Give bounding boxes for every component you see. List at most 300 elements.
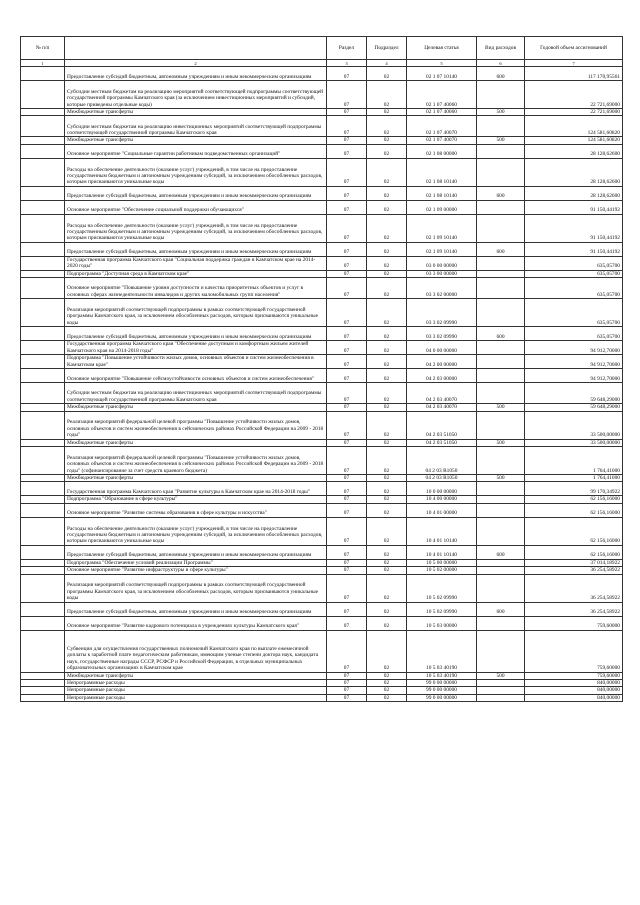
header-name bbox=[65, 37, 327, 60]
row-sum-cell: 124 581,60820 bbox=[525, 137, 623, 144]
row-csr-cell: 10 0 00 00000 bbox=[407, 482, 477, 496]
row-vr-cell bbox=[477, 694, 525, 701]
row-num-cell bbox=[21, 694, 65, 701]
row-sum-cell: 94 912,70000 bbox=[525, 341, 623, 355]
row-sum-cell: 91 150,44192 bbox=[525, 200, 623, 214]
row-razdel-cell: 07 bbox=[327, 404, 367, 411]
row-podrazdel-cell: 02 bbox=[367, 567, 407, 574]
row-podrazdel-cell: 02 bbox=[367, 355, 407, 369]
row-name-cell: Непрограммные расходы bbox=[65, 687, 327, 694]
row-sum-cell: 91 150,44192 bbox=[525, 214, 623, 242]
row-podrazdel-cell: 02 bbox=[367, 327, 407, 341]
row-vr-cell: 600 bbox=[477, 67, 525, 81]
table-row bbox=[21, 574, 623, 602]
row-vr-cell bbox=[477, 158, 525, 186]
row-razdel-cell: 07 bbox=[327, 630, 367, 672]
row-vr-cell bbox=[477, 81, 525, 109]
row-razdel-cell: 07 bbox=[327, 475, 367, 482]
row-sum-cell: 635,05700 bbox=[525, 256, 623, 270]
table-row bbox=[21, 567, 623, 574]
row-num-cell bbox=[21, 383, 65, 404]
row-name-cell: Межбюджетные трансферты bbox=[65, 109, 327, 116]
row-podrazdel-cell: 02 bbox=[367, 299, 407, 327]
row-vr-cell bbox=[477, 278, 525, 299]
row-name-cell: Основное мероприятие "Повышение уровня доступности и качества приоритетных объектов и услуг в основных сферах жизнедеятельности инвалидов и других маломобильных групп населения" bbox=[65, 278, 327, 299]
row-csr-cell: 10 4 00 00000 bbox=[407, 496, 477, 503]
row-vr-cell bbox=[477, 447, 525, 475]
row-csr-cell: 04 2 03 40070 bbox=[407, 383, 477, 404]
table-row bbox=[21, 214, 623, 242]
row-name-cell: Непрограммные расходы bbox=[65, 694, 327, 701]
row-razdel-cell: 07 bbox=[327, 137, 367, 144]
row-csr-cell: 03 3 00 00000 bbox=[407, 270, 477, 277]
row-razdel-cell: 07 bbox=[327, 214, 367, 242]
table-row bbox=[21, 144, 623, 158]
row-csr-cell: 02 1 07 40070 bbox=[407, 116, 477, 137]
row-csr-cell: 03 3 02 09990 bbox=[407, 327, 477, 341]
row-name-cell: Расходы на обеспечение деятельности (оказание услуг) учреждений, в том числе на предоставление государственным бюджетным и автономным учреждениям субсидий, за исключением обособленных расходов, которым присваиваются уникальные коды bbox=[65, 517, 327, 545]
row-num-cell bbox=[21, 672, 65, 679]
table-row bbox=[21, 186, 623, 200]
row-csr-cell: 10 5 03 40190 bbox=[407, 630, 477, 672]
row-podrazdel-cell: 02 bbox=[367, 602, 407, 616]
index-cell: 6 bbox=[477, 60, 525, 67]
row-vr-cell: 600 bbox=[477, 242, 525, 256]
row-sum-cell: 22 721,69000 bbox=[525, 81, 623, 109]
row-razdel-cell: 07 bbox=[327, 567, 367, 574]
row-num-cell bbox=[21, 447, 65, 475]
row-razdel-cell: 07 bbox=[327, 559, 367, 566]
row-vr-cell: 500 bbox=[477, 109, 525, 116]
table-row bbox=[21, 242, 623, 256]
row-name-cell: Основное мероприятие "Развитие системы образования в сфере культуры и искусства" bbox=[65, 503, 327, 517]
row-podrazdel-cell: 02 bbox=[367, 67, 407, 81]
row-podrazdel-cell: 02 bbox=[367, 694, 407, 701]
row-sum-cell: 840,00000 bbox=[525, 680, 623, 687]
row-vr-cell bbox=[477, 144, 525, 158]
row-sum-cell: 635,05700 bbox=[525, 299, 623, 327]
table-row bbox=[21, 680, 623, 687]
row-vr-cell bbox=[477, 687, 525, 694]
row-csr-cell: 04 2 00 00000 bbox=[407, 355, 477, 369]
row-podrazdel-cell: 02 bbox=[367, 278, 407, 299]
row-sum-cell: 28 128,62600 bbox=[525, 144, 623, 158]
row-num-cell bbox=[21, 355, 65, 369]
row-podrazdel-cell: 02 bbox=[367, 214, 407, 242]
row-vr-cell bbox=[477, 355, 525, 369]
row-razdel-cell: 07 bbox=[327, 439, 367, 446]
row-sum-cell: 28 128,62600 bbox=[525, 158, 623, 186]
row-num-cell bbox=[21, 439, 65, 446]
row-sum-cell: 62 156,16000 bbox=[525, 517, 623, 545]
index-cell: 4 bbox=[367, 60, 407, 67]
row-vr-cell bbox=[477, 299, 525, 327]
row-num-cell bbox=[21, 369, 65, 383]
row-vr-cell bbox=[477, 630, 525, 672]
table-row bbox=[21, 137, 623, 144]
row-sum-cell: 91 150,44192 bbox=[525, 242, 623, 256]
row-name-cell: Подпрограмма "Доступная среда в Камчатском крае" bbox=[65, 270, 327, 277]
row-num-cell bbox=[21, 186, 65, 200]
row-podrazdel-cell: 02 bbox=[367, 574, 407, 602]
row-vr-cell bbox=[477, 369, 525, 383]
row-sum-cell: 36 254,58922 bbox=[525, 567, 623, 574]
row-num-cell bbox=[21, 503, 65, 517]
row-csr-cell: 02 1 08 10140 bbox=[407, 186, 477, 200]
row-podrazdel-cell: 02 bbox=[367, 116, 407, 137]
header-num: № п/п bbox=[21, 37, 65, 60]
row-csr-cell: 10 5 03 00000 bbox=[407, 616, 477, 630]
row-name-cell: Межбюджетные трансферты bbox=[65, 475, 327, 482]
table-row bbox=[21, 630, 623, 672]
row-csr-cell: 02 1 07 10140 bbox=[407, 67, 477, 81]
row-podrazdel-cell: 02 bbox=[367, 672, 407, 679]
row-razdel-cell: 07 bbox=[327, 327, 367, 341]
row-podrazdel-cell: 02 bbox=[367, 447, 407, 475]
row-podrazdel-cell: 02 bbox=[367, 559, 407, 566]
table-row bbox=[21, 616, 623, 630]
row-vr-cell: 500 bbox=[477, 475, 525, 482]
row-vr-cell bbox=[477, 411, 525, 439]
row-sum-cell: 62 156,16000 bbox=[525, 496, 623, 503]
table-row bbox=[21, 278, 623, 299]
row-csr-cell: 02 1 08 10140 bbox=[407, 158, 477, 186]
row-vr-cell bbox=[477, 383, 525, 404]
row-podrazdel-cell: 02 bbox=[367, 482, 407, 496]
row-name-cell: Предоставление субсидий бюджетным, автономным учреждениям и иным некоммерческим организациям bbox=[65, 242, 327, 256]
table-row bbox=[21, 694, 623, 701]
row-sum-cell: 840,00000 bbox=[525, 687, 623, 694]
row-num-cell bbox=[21, 602, 65, 616]
row-vr-cell bbox=[477, 256, 525, 270]
row-num-cell bbox=[21, 67, 65, 81]
row-csr-cell: 99 0 00 00000 bbox=[407, 680, 477, 687]
row-podrazdel-cell: 02 bbox=[367, 270, 407, 277]
row-name-cell: Государственная программа Камчатского края "Социальная поддержка граждан в Камчатском крае на 2014-2020 годы" bbox=[65, 256, 327, 270]
index-cell: 2 bbox=[65, 60, 327, 67]
row-sum-cell: 59 648,29000 bbox=[525, 383, 623, 404]
index-cell: 1 bbox=[21, 60, 65, 67]
row-podrazdel-cell: 02 bbox=[367, 144, 407, 158]
row-csr-cell: 02 1 07 40060 bbox=[407, 109, 477, 116]
row-num-cell bbox=[21, 616, 65, 630]
row-podrazdel-cell: 02 bbox=[367, 200, 407, 214]
row-sum-cell: 759,60000 bbox=[525, 616, 623, 630]
row-vr-cell bbox=[477, 341, 525, 355]
row-name-cell: Субсидии местным бюджетам на реализацию инвестиционных мероприятий соответствующей подпрограммы соответствующей государственной программы Камчатского края bbox=[65, 383, 327, 404]
row-razdel-cell: 07 bbox=[327, 109, 367, 116]
row-csr-cell: 04 2 03 51050 bbox=[407, 439, 477, 446]
row-sum-cell: 1 764,41000 bbox=[525, 447, 623, 475]
row-vr-cell: 600 bbox=[477, 602, 525, 616]
row-razdel-cell: 07 bbox=[327, 369, 367, 383]
row-razdel-cell: 07 bbox=[327, 680, 367, 687]
row-name-cell: Предоставление субсидий бюджетным, автономным учреждениям и иным некоммерческим организациям bbox=[65, 602, 327, 616]
row-podrazdel-cell: 02 bbox=[367, 475, 407, 482]
row-razdel-cell: 07 bbox=[327, 574, 367, 602]
table-row bbox=[21, 355, 623, 369]
row-num-cell bbox=[21, 496, 65, 503]
table-row bbox=[21, 439, 623, 446]
row-vr-cell bbox=[477, 482, 525, 496]
row-razdel-cell: 07 bbox=[327, 200, 367, 214]
row-vr-cell bbox=[477, 496, 525, 503]
table-row bbox=[21, 341, 623, 355]
row-vr-cell bbox=[477, 270, 525, 277]
row-razdel-cell: 07 bbox=[327, 186, 367, 200]
row-podrazdel-cell: 02 bbox=[367, 109, 407, 116]
row-num-cell bbox=[21, 214, 65, 242]
row-razdel-cell: 07 bbox=[327, 158, 367, 186]
row-name-cell: Государственная программа Камчатского края "Обеспечение доступным и комфортным жильем жителей Камчатского края на 2014-2018 годы" bbox=[65, 341, 327, 355]
row-podrazdel-cell: 02 bbox=[367, 242, 407, 256]
row-sum-cell: 62 156,16000 bbox=[525, 545, 623, 559]
row-sum-cell: 94 912,70000 bbox=[525, 369, 623, 383]
row-vr-cell: 600 bbox=[477, 545, 525, 559]
row-csr-cell: 02 1 07 40060 bbox=[407, 81, 477, 109]
table-row bbox=[21, 411, 623, 439]
row-razdel-cell: 07 bbox=[327, 687, 367, 694]
row-num-cell bbox=[21, 242, 65, 256]
index-cell: 7 bbox=[525, 60, 623, 67]
row-num-cell bbox=[21, 270, 65, 277]
row-podrazdel-cell: 02 bbox=[367, 404, 407, 411]
row-num-cell bbox=[21, 630, 65, 672]
row-name-cell: Основное мероприятие "Социальные гарантии работникам подведомственных организаций" bbox=[65, 144, 327, 158]
header-sum: Годовой объем ассигнований bbox=[525, 37, 623, 60]
table-row bbox=[21, 447, 623, 475]
table-row bbox=[21, 256, 623, 270]
table-row bbox=[21, 369, 623, 383]
row-csr-cell: 02 1 08 00000 bbox=[407, 144, 477, 158]
row-sum-cell: 36 254,58922 bbox=[525, 602, 623, 616]
table-row bbox=[21, 158, 623, 186]
index-cell: 3 bbox=[327, 60, 367, 67]
row-sum-cell: 22 721,69000 bbox=[525, 109, 623, 116]
row-csr-cell: 10 4 01 10140 bbox=[407, 545, 477, 559]
row-sum-cell: 635,05700 bbox=[525, 327, 623, 341]
table-row bbox=[21, 270, 623, 277]
index-cell: 5 bbox=[407, 60, 477, 67]
row-csr-cell: 02 1 09 00000 bbox=[407, 200, 477, 214]
row-csr-cell: 04 2 03 R1050 bbox=[407, 447, 477, 475]
table-row bbox=[21, 687, 623, 694]
header-csr: Целевая статья bbox=[407, 37, 477, 60]
row-csr-cell: 03 3 02 09990 bbox=[407, 299, 477, 327]
row-podrazdel-cell: 02 bbox=[367, 81, 407, 109]
row-sum-cell: 117 170,95561 bbox=[525, 67, 623, 81]
row-razdel-cell: 07 bbox=[327, 67, 367, 81]
row-podrazdel-cell: 02 bbox=[367, 503, 407, 517]
row-vr-cell bbox=[477, 116, 525, 137]
row-razdel-cell: 07 bbox=[327, 496, 367, 503]
row-csr-cell: 99 0 00 00000 bbox=[407, 694, 477, 701]
row-name-cell: Предоставление субсидий бюджетным, автономным учреждениям и иным некоммерческим организациям bbox=[65, 186, 327, 200]
row-sum-cell: 1 764,41000 bbox=[525, 475, 623, 482]
row-csr-cell: 02 1 07 40070 bbox=[407, 137, 477, 144]
table-row bbox=[21, 496, 623, 503]
row-num-cell bbox=[21, 517, 65, 545]
row-csr-cell: 03 3 02 00000 bbox=[407, 278, 477, 299]
row-vr-cell bbox=[477, 574, 525, 602]
row-sum-cell: 33 500,00000 bbox=[525, 439, 623, 446]
row-sum-cell: 759,60000 bbox=[525, 672, 623, 679]
row-podrazdel-cell: 02 bbox=[367, 186, 407, 200]
row-name-cell: Реализация мероприятий федеральной целевой программы "Повышение устойчивости жилых домов, основных объектов и систем жизнеобеспечения в сейсмических районах Российской Федерации на 2009 - 2018 годы" (софинансирование за счет средств краевого бюджета) bbox=[65, 447, 327, 475]
row-podrazdel-cell: 02 bbox=[367, 411, 407, 439]
row-podrazdel-cell: 02 bbox=[367, 517, 407, 545]
row-vr-cell: 600 bbox=[477, 327, 525, 341]
row-num-cell bbox=[21, 680, 65, 687]
row-num-cell bbox=[21, 327, 65, 341]
row-csr-cell: 10 5 02 00000 bbox=[407, 567, 477, 574]
row-num-cell bbox=[21, 475, 65, 482]
row-razdel-cell: 07 bbox=[327, 256, 367, 270]
row-razdel-cell: 07 bbox=[327, 545, 367, 559]
table-row bbox=[21, 200, 623, 214]
row-csr-cell: 10 4 01 00000 bbox=[407, 503, 477, 517]
row-name-cell: Подпрограмма "Образование в сфере культуры" bbox=[65, 496, 327, 503]
row-podrazdel-cell: 02 bbox=[367, 687, 407, 694]
row-razdel-cell: 07 bbox=[327, 355, 367, 369]
row-num-cell bbox=[21, 687, 65, 694]
row-sum-cell: 28 128,62600 bbox=[525, 186, 623, 200]
table-row bbox=[21, 475, 623, 482]
row-podrazdel-cell: 02 bbox=[367, 256, 407, 270]
row-sum-cell: 840,00000 bbox=[525, 694, 623, 701]
row-podrazdel-cell: 02 bbox=[367, 137, 407, 144]
row-csr-cell: 04 0 00 00000 bbox=[407, 341, 477, 355]
row-name-cell: Основное мероприятие "Развитие кадрового потенциала в учреждениях культуры Камчатского края" bbox=[65, 616, 327, 630]
table-row bbox=[21, 116, 623, 137]
row-vr-cell: 500 bbox=[477, 439, 525, 446]
table-row bbox=[21, 109, 623, 116]
row-name-cell: Основное мероприятие "Повышение сейсмоустойчивости основных объектов и систем жизнеобеспечения" bbox=[65, 369, 327, 383]
row-csr-cell: 04 2 03 51050 bbox=[407, 411, 477, 439]
table-row bbox=[21, 559, 623, 566]
row-podrazdel-cell: 02 bbox=[367, 680, 407, 687]
row-num-cell bbox=[21, 137, 65, 144]
row-name-cell: Предоставление субсидий бюджетным, автономным учреждениям и иным некоммерческим организациям bbox=[65, 545, 327, 559]
row-podrazdel-cell: 02 bbox=[367, 439, 407, 446]
column-index-row bbox=[21, 60, 623, 67]
row-podrazdel-cell: 02 bbox=[367, 630, 407, 672]
table-row bbox=[21, 545, 623, 559]
row-csr-cell: 03 0 00 00000 bbox=[407, 256, 477, 270]
row-csr-cell: 04 2 03 40070 bbox=[407, 404, 477, 411]
row-razdel-cell: 07 bbox=[327, 81, 367, 109]
row-razdel-cell: 07 bbox=[327, 411, 367, 439]
row-vr-cell: 500 bbox=[477, 672, 525, 679]
row-name-cell: Расходы на обеспечение деятельности (оказание услуг) учреждений, в том числе на предоставление государственным бюджетным и автономным учреждениям субсидий, за исключением обособленных расходов, которым присваиваются уникальные коды bbox=[65, 214, 327, 242]
row-sum-cell: 124 581,60820 bbox=[525, 116, 623, 137]
row-vr-cell bbox=[477, 567, 525, 574]
row-name-cell: Межбюджетные трансферты bbox=[65, 439, 327, 446]
row-razdel-cell: 07 bbox=[327, 503, 367, 517]
row-num-cell bbox=[21, 545, 65, 559]
row-name-cell: Межбюджетные трансферты bbox=[65, 137, 327, 144]
table-row bbox=[21, 67, 623, 81]
row-csr-cell: 10 5 02 09990 bbox=[407, 574, 477, 602]
table-row bbox=[21, 404, 623, 411]
row-num-cell bbox=[21, 81, 65, 109]
row-name-cell: Межбюджетные трансферты bbox=[65, 672, 327, 679]
row-sum-cell: 99 170,34922 bbox=[525, 482, 623, 496]
row-sum-cell: 37 014,18922 bbox=[525, 559, 623, 566]
row-vr-cell bbox=[477, 680, 525, 687]
row-podrazdel-cell: 02 bbox=[367, 383, 407, 404]
budget-table bbox=[20, 36, 623, 702]
row-vr-cell: 500 bbox=[477, 137, 525, 144]
table-body bbox=[21, 67, 623, 702]
table-row bbox=[21, 383, 623, 404]
row-vr-cell bbox=[477, 503, 525, 517]
row-razdel-cell: 07 bbox=[327, 242, 367, 256]
row-num-cell bbox=[21, 158, 65, 186]
row-name-cell: Государственная программа Камчатского края "Развитие культуры в Камчатском крае на 2014-2018 годы" bbox=[65, 482, 327, 496]
row-name-cell: Реализация мероприятий соответствующей подпрограммы в рамках соответствующей государственной программы Камчатского края, за исключением обособленных расходов, которым присваиваются уникальные коды bbox=[65, 574, 327, 602]
table-row bbox=[21, 299, 623, 327]
row-podrazdel-cell: 02 bbox=[367, 369, 407, 383]
row-num-cell bbox=[21, 299, 65, 327]
row-vr-cell: 500 bbox=[477, 404, 525, 411]
row-num-cell bbox=[21, 200, 65, 214]
row-name-cell: Субвенции для осуществления государственных полномочий Камчатского края по выплате ежемесячной доплаты к заработной плате педагогическим работникам, имеющим ученые степени доктора наук, кандидата наук, государственные награды СССР, РСФСР и Российской Федерации, в отдельных муниципальных образовательных организациях в Камчатском крае bbox=[65, 630, 327, 672]
row-name-cell: Расходы на обеспечение деятельности (оказание услуг) учреждений, в том числе на предоставление государственным бюджетным и автономным учреждениям субсидий, за исключением обособленных расходов, которым присваиваются уникальные коды bbox=[65, 158, 327, 186]
row-csr-cell: 10 5 03 40190 bbox=[407, 672, 477, 679]
row-razdel-cell: 07 bbox=[327, 694, 367, 701]
row-razdel-cell: 07 bbox=[327, 270, 367, 277]
table-row bbox=[21, 672, 623, 679]
row-num-cell bbox=[21, 144, 65, 158]
row-num-cell bbox=[21, 341, 65, 355]
row-csr-cell: 99 0 00 00000 bbox=[407, 687, 477, 694]
row-sum-cell: 33 500,00000 bbox=[525, 411, 623, 439]
row-name-cell: Реализация мероприятий федеральной целевой программы "Повышение устойчивости жилых домов, основных объектов и систем жизнеобеспечения в сейсмических районах Российской Федерации на 2009 - 2018 годы" bbox=[65, 411, 327, 439]
row-csr-cell: 04 2 03 00000 bbox=[407, 369, 477, 383]
row-sum-cell: 759,60000 bbox=[525, 630, 623, 672]
row-sum-cell: 36 254,58922 bbox=[525, 574, 623, 602]
row-sum-cell: 635,05700 bbox=[525, 278, 623, 299]
row-name-cell: Предоставление субсидий бюджетным, автономным учреждениям и иным некоммерческим организациям bbox=[65, 67, 327, 81]
row-num-cell bbox=[21, 116, 65, 137]
row-razdel-cell: 07 bbox=[327, 602, 367, 616]
row-razdel-cell: 07 bbox=[327, 116, 367, 137]
row-vr-cell bbox=[477, 559, 525, 566]
row-razdel-cell: 07 bbox=[327, 517, 367, 545]
row-sum-cell: 94 912,70000 bbox=[525, 355, 623, 369]
row-num-cell bbox=[21, 278, 65, 299]
row-name-cell: Подпрограмма "Повышение устойчивости жилых домов, основных объектов и систем жизнеобеспечения в Камчатском крае" bbox=[65, 355, 327, 369]
row-sum-cell: 62 156,16000 bbox=[525, 503, 623, 517]
row-razdel-cell: 07 bbox=[327, 672, 367, 679]
row-csr-cell: 10 5 02 09990 bbox=[407, 602, 477, 616]
row-name-cell: Основное мероприятие "Обеспечение социальной поддержки обучающихся" bbox=[65, 200, 327, 214]
table-row bbox=[21, 517, 623, 545]
row-podrazdel-cell: 02 bbox=[367, 158, 407, 186]
row-name-cell: Реализация мероприятий соответствующей подпрограммы в рамках соответствующей государственной программы Камчатского края, за исключением обособленных расходов, которым присваиваются уникальные коды bbox=[65, 299, 327, 327]
row-podrazdel-cell: 02 bbox=[367, 616, 407, 630]
row-num-cell bbox=[21, 567, 65, 574]
row-vr-cell bbox=[477, 200, 525, 214]
row-name-cell: Межбюджетные трансферты bbox=[65, 404, 327, 411]
table-row bbox=[21, 503, 623, 517]
row-csr-cell: 04 2 03 R1050 bbox=[407, 475, 477, 482]
row-razdel-cell: 07 bbox=[327, 299, 367, 327]
row-razdel-cell: 07 bbox=[327, 278, 367, 299]
row-vr-cell bbox=[477, 616, 525, 630]
header-podrazdel: Подраздел bbox=[367, 37, 407, 60]
